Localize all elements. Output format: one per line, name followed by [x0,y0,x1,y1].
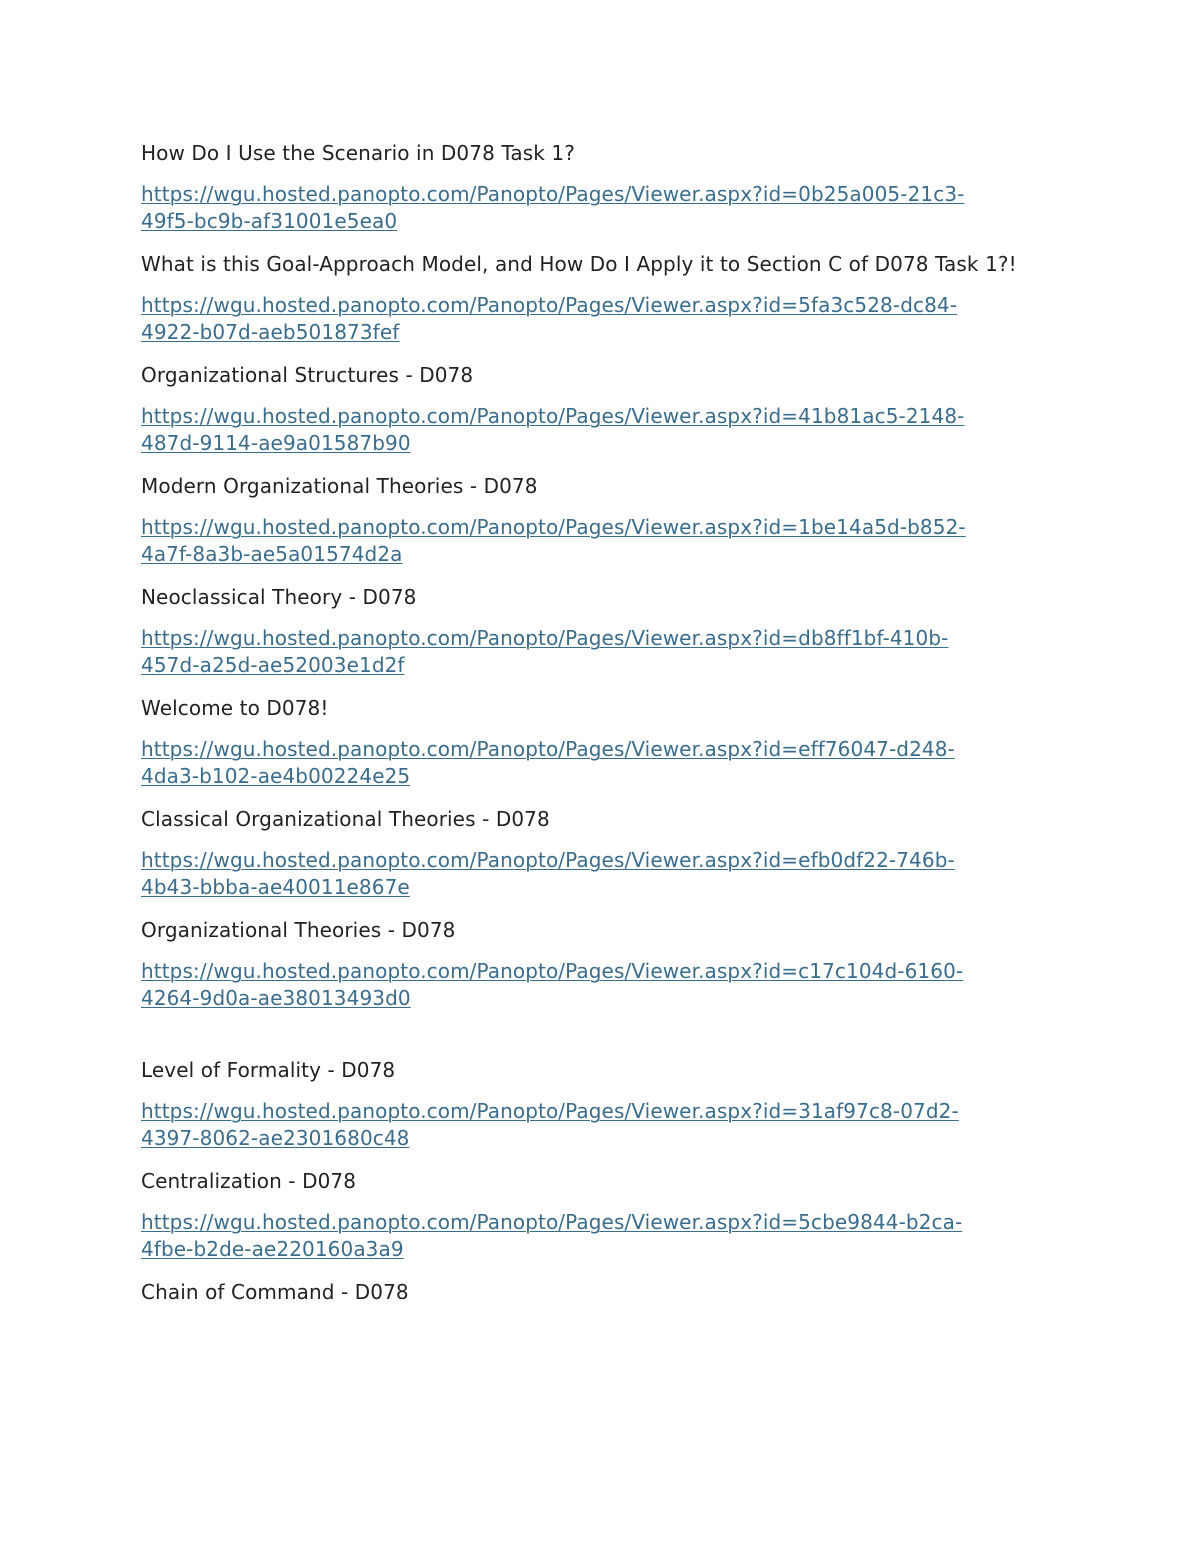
video-link[interactable] [141,403,1041,457]
video-entry [141,1278,1041,1306]
link-line-1: https://wgu.hosted.panopto.com/Panopto/Pages/Viewer.aspx?id=c17c104d-6160- [141,959,964,983]
video-entry [141,1167,1041,1263]
link-line-1: https://wgu.hosted.panopto.com/Panopto/Pages/Viewer.aspx?id=5fa3c528-dc84- [141,293,958,317]
document-page [141,139,1041,1320]
video-title: Organizational Theories - D078 [141,918,456,942]
video-link[interactable] [141,736,1041,790]
link-line-2: 4da3-b102-ae4b00224e25 [141,764,411,788]
link-line-1: https://wgu.hosted.panopto.com/Panopto/Pages/Viewer.aspx?id=41b81ac5-2148- [141,404,965,428]
video-link[interactable] [141,1209,1041,1263]
video-entry [141,694,1041,790]
link-line-2: 4fbe-b2de-ae220160a3a9 [141,1237,404,1261]
video-title: Welcome to D078! [141,696,329,720]
video-entry [141,472,1041,568]
video-title: Centralization - D078 [141,1169,357,1193]
video-title: Neoclassical Theory - D078 [141,585,417,609]
video-entry [141,1056,1041,1152]
video-title: Chain of Command - D078 [141,1280,409,1304]
link-line-1: https://wgu.hosted.panopto.com/Panopto/Pages/Viewer.aspx?id=1be14a5d-b852- [141,515,966,539]
video-link[interactable] [141,181,1041,235]
link-line-2: 4922-b07d-aeb501873fef [141,320,400,344]
video-entry [141,139,1041,235]
video-title: Classical Organizational Theories - D078 [141,807,550,831]
link-line-2: 4a7f-8a3b-ae5a01574d2a [141,542,403,566]
video-title: What is this Goal-Approach Model, and How Do I Apply it to Section C of D078 Task 1?! [141,252,1017,276]
video-entry [141,916,1041,1012]
link-line-1: https://wgu.hosted.panopto.com/Panopto/Pages/Viewer.aspx?id=0b25a005-21c3- [141,182,965,206]
link-line-1: https://wgu.hosted.panopto.com/Panopto/Pages/Viewer.aspx?id=31af97c8-07d2- [141,1099,959,1123]
blank-line [141,1027,1041,1056]
video-title: How Do I Use the Scenario in D078 Task 1? [141,141,575,165]
link-line-1: https://wgu.hosted.panopto.com/Panopto/Pages/Viewer.aspx?id=5cbe9844-b2ca- [141,1210,963,1234]
video-title: Organizational Structures - D078 [141,363,474,387]
video-link[interactable] [141,958,1041,1012]
video-link[interactable] [141,847,1041,901]
video-title: Level of Formality - D078 [141,1058,396,1082]
link-line-2: 4b43-bbba-ae40011e867e [141,875,410,899]
link-line-1: https://wgu.hosted.panopto.com/Panopto/Pages/Viewer.aspx?id=efb0df22-746b- [141,848,955,872]
video-link[interactable] [141,625,1041,679]
video-link[interactable] [141,1098,1041,1152]
link-line-2: 457d-a25d-ae52003e1d2f [141,653,405,677]
video-link[interactable] [141,292,1041,346]
link-line-1: https://wgu.hosted.panopto.com/Panopto/Pages/Viewer.aspx?id=db8ff1bf-410b- [141,626,949,650]
video-entry [141,583,1041,679]
video-entry [141,250,1041,346]
link-line-2: 4264-9d0a-ae38013493d0 [141,986,411,1010]
video-entry [141,361,1041,457]
link-line-2: 49f5-bc9b-af31001e5ea0 [141,209,398,233]
video-link[interactable] [141,514,1041,568]
link-line-2: 4397-8062-ae2301680c48 [141,1126,410,1150]
link-line-1: https://wgu.hosted.panopto.com/Panopto/Pages/Viewer.aspx?id=eff76047-d248- [141,737,955,761]
video-title: Modern Organizational Theories - D078 [141,474,538,498]
video-entry [141,805,1041,901]
link-line-2: 487d-9114-ae9a01587b90 [141,431,411,455]
